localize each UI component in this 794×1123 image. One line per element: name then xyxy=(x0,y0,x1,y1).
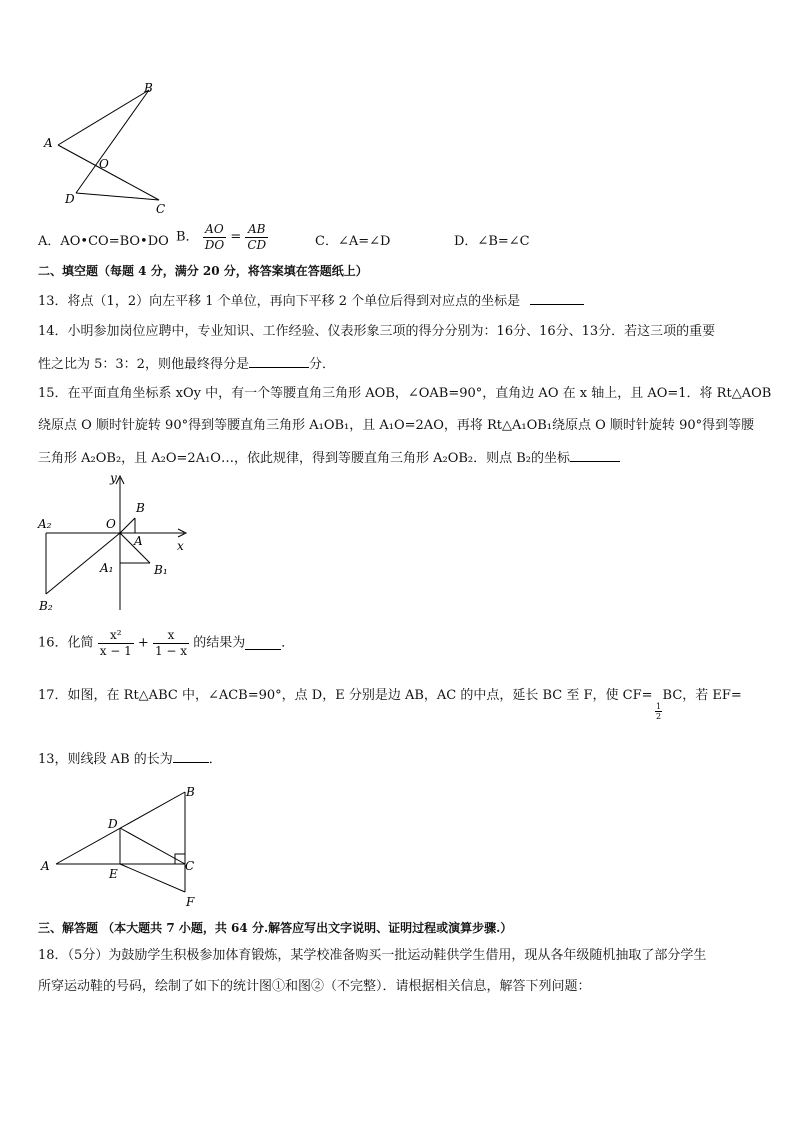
q18-line-1: 18．（5分）为鼓励学生积极参加体育锻炼，某学校准备购买一批运动鞋供学生借用，现从各年级随机抽取了部分学生 xyxy=(38,948,707,963)
fraction-ab-cd: $\frac{AB}{CD}$ xyxy=(247,222,267,252)
q17-line-1: 17．如图，在 Rt△ABC 中，∠ACB=90°，点 D，E 分别是边 AB，AC 的中点，延长 BC 至 F，使 CF= BC，若 EF= xyxy=(38,688,742,703)
q15-line-1: 15．在平面直角坐标系 xOy 中，有一个等腰直角三角形 AOB，∠OAB=90°，直角边 AO 在 x 轴上，且 AO=1．将 Rt△AOB xyxy=(38,386,772,401)
q14-line-2: 性之比为 5：3：2，则他最终得分是 分． xyxy=(38,357,335,372)
q17-line-2: 13，则线段 AB 的长为 ． xyxy=(38,752,222,767)
label-y: y xyxy=(110,471,117,485)
fraction-ao-do: $\frac{AO}{DO}$ xyxy=(204,222,225,252)
label-A2: A₂ xyxy=(38,517,52,531)
q12-option-c: C．∠A=∠D xyxy=(315,234,391,249)
q18-line-2: 所穿运动鞋的号码，绘制了如下的统计图①和图②（不完整）．请根据相关信息，解答下列问题： xyxy=(38,979,591,994)
label-A1: A₁ xyxy=(100,561,114,575)
label-C: C xyxy=(156,202,166,216)
label-A: A xyxy=(44,136,53,150)
q13-text: 13．将点（1，2）向左平移 1 个单位，再向下平移 2 个单位后得到对应点的坐标是 xyxy=(38,294,521,309)
option-b-prefix: B． xyxy=(176,229,199,245)
label-F: F xyxy=(186,895,195,908)
label-D: D xyxy=(65,192,75,206)
label-B: B xyxy=(136,501,145,515)
question-16: 16．化简 $\frac{\text{x²}}{x - 1}$ + $\frac{x}{1 - x}$ 的结果为 ． xyxy=(38,628,295,658)
q15-line-3: 三角形 A₂OB₂，且 A₂O=2A₁O…，依此规律，得到等腰直角三角形 A₂OB₂．则点 B₂的坐标 xyxy=(38,449,620,467)
q12-option-b xyxy=(176,222,268,253)
label-O: O xyxy=(106,517,116,531)
label-A: A xyxy=(41,859,50,873)
label-A: A xyxy=(134,534,143,548)
q17-half-fraction: 1 2 xyxy=(656,702,662,721)
q14-answer-blank[interactable] xyxy=(249,355,309,368)
label-x: x xyxy=(177,539,184,553)
q15-answer-blank[interactable] xyxy=(570,449,620,462)
label-E: E xyxy=(109,867,118,881)
q12-option-a: A．AO•CO=BO•DO xyxy=(38,234,169,249)
q15-line-2: 绕原点 O 顺时针旋转 90°得到等腰直角三角形 A₁OB₁，且 A₁O=2AO，再将 Rt△A₁OB₁绕原点 O 顺时针旋转 90°得到等腰 xyxy=(38,418,755,433)
label-D: D xyxy=(108,817,118,831)
label-B: B xyxy=(144,81,153,95)
section-2-title: 二、填空题（每题 4 分，满分 20 分，将答案填在答题纸上） xyxy=(38,264,368,278)
section-3-title: 三、解答题 （本大题共 7 小题，共 64 分.解答应写出文字说明、证明过程或演算步骤.） xyxy=(38,921,513,935)
figure-1-triangles xyxy=(38,76,178,218)
fraction-x2-over-x-minus-1: $\frac{\text{x²}}{x - 1}$ xyxy=(99,628,132,658)
label-B2: B₂ xyxy=(39,599,53,613)
q16-answer-blank[interactable] xyxy=(245,637,281,650)
figure-2-coordinate-plane xyxy=(34,470,194,618)
q17-answer-blank[interactable] xyxy=(173,750,209,763)
equals-sign: = xyxy=(230,229,242,245)
q14-line-1: 14．小明参加岗位应聘中，专业知识、工作经验、仪表形象三项的得分分别为：16分、16分、13分．若这三项的重要 xyxy=(38,324,716,339)
question-13 xyxy=(38,292,584,310)
label-C: C xyxy=(185,859,195,873)
label-B: B xyxy=(186,785,195,799)
label-O: O xyxy=(99,157,109,171)
figure-3-right-triangle xyxy=(36,782,206,908)
fraction-x-over-1-minus-x: $\frac{x}{1 - x}$ xyxy=(154,628,188,658)
label-B1: B₁ xyxy=(154,563,168,577)
q13-answer-blank[interactable] xyxy=(530,292,584,305)
q12-option-d: D．∠B=∠C xyxy=(454,234,530,249)
